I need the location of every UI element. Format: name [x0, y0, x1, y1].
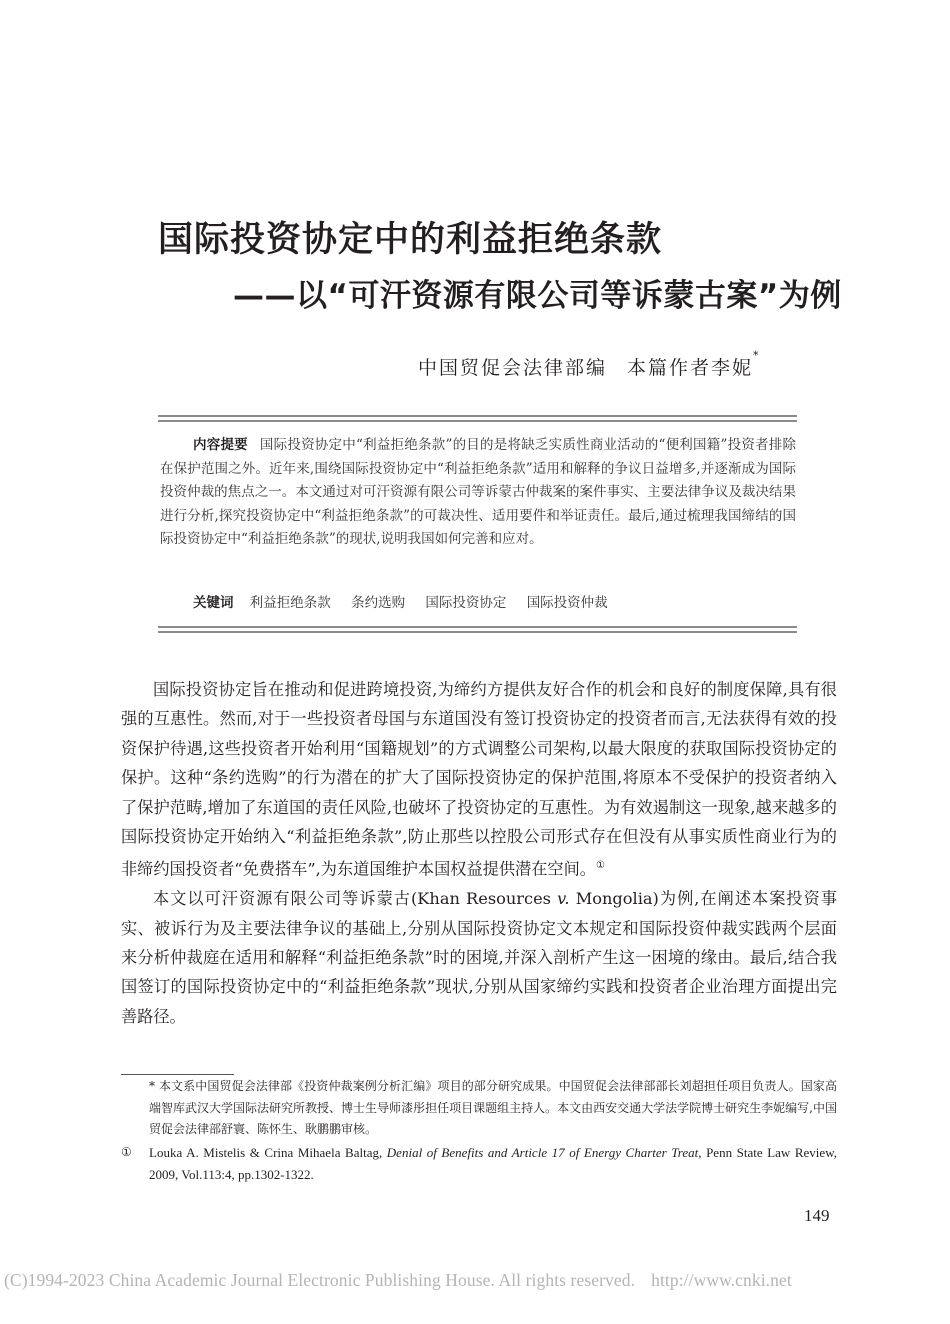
- keyword-item: 条约选购: [351, 595, 406, 611]
- author-line: [418, 349, 761, 380]
- body-paragraph-text: 国际投资协定旨在推动和促进跨境投资,为缔约方提供友好合作的机会和良好的制度保障,具有很强的互惠性。然而,对于一些投资者母国与东道国没有签订投资协定的投资者而言,无法获得有效的投资保护待遇,这些投资者开始利用“国籍规划”的方式调整公司架构,以最大限度的获取国际投资协定的保护。这种“条约选购”的行为潜在的扩大了国际投资协定的保护范围,将原本不受保护的投资者纳入了保护范畴,增加了东道国的责任风险,也破坏了投资协定的互惠性。为有效遏制这一现象,越来越多的国际投资协定开始纳入“利益拒绝条款”,防止那些以控股公司形式存在但没有从事实质性商业行为的非缔约国投资者“免费搭车”,为东道国维护本国权益提供潜在空间。: [121, 680, 837, 879]
- body-paragraph-text: Mongolia)为例,在阐述本案投资事实、被诉行为及主要法律争议的基础上,分别从国际投资协定文本规定和国际投资仲裁实践两个层面来分析仲裁庭在适用和解释“利益拒绝条款”时的困境,并深入剖析产生这一困境的缘由。最后,结合我国签订的国际投资协定中的“利益拒绝条款”现状,分别从国家缔约实践和投资者企业治理方面提出完善路径。: [121, 889, 838, 1026]
- abstract: [160, 434, 796, 552]
- keyword-item: 国际投资仲裁: [526, 595, 608, 611]
- abstract-text: 国际投资协定中“利益拒绝条款”的目的是将缺乏实质性商业活动的“便利国籍”投资者排除在保护范围之外。近年来,围绕国际投资协定中“利益拒绝条款”适用和解释的争议日益增多,并逐渐成为国际投资仲裁的焦点之一。本文通过对可汗资源有限公司等诉蒙古仲裁案的案件事实、主要法律争议及裁决结果进行分析,探究投资协定中“利益拒绝条款”的可裁决性、适用要件和举证责任。最后,通过梳理我国缔结的国际投资协定中“利益拒绝条款”的现状,说明我国如何完善和应对。: [160, 437, 797, 548]
- author-org: 中国贸促会法律部编: [418, 357, 608, 379]
- keyword-item: 利益拒绝条款: [249, 595, 331, 611]
- keywords-label: 关键词: [193, 595, 234, 611]
- abstract-bottom-rule: [158, 631, 797, 633]
- abstract-top-rule-inner: [158, 420, 797, 422]
- copyright-notice: (C)1994-2023 China Academic Journal Electronic Publishing House. All rights reserved.: [4, 1270, 636, 1290]
- abstract-label: 内容提要: [193, 437, 248, 453]
- footnote-text: , Penn State Law Review, 2009, Vol.113:4, pp.1302-1322.: [149, 1145, 837, 1182]
- footnote-mark: *: [149, 1079, 155, 1093]
- author-footnote-mark: *: [753, 349, 761, 362]
- body-paragraph-text: 本文以可汗资源有限公司等诉蒙古(Khan Resources: [153, 889, 558, 909]
- body-paragraph: [121, 675, 837, 884]
- abstract-top-rule: [158, 415, 797, 417]
- body-text: [121, 675, 837, 1031]
- article-title: 国际投资协定中的利益拒绝条款: [158, 220, 663, 260]
- footnote-star: [149, 1076, 837, 1141]
- article-subtitle: ——以“可汗资源有限公司等诉蒙古案”为例: [233, 278, 842, 314]
- footnote-ref: ①: [595, 860, 605, 872]
- keywords: [193, 592, 624, 614]
- footnote-1: [149, 1142, 837, 1185]
- author-name: 本篇作者李妮: [627, 357, 754, 379]
- abstract-bottom-rule-inner: [158, 626, 797, 628]
- keyword-item: 国际投资协定: [425, 595, 507, 611]
- footnote-mark: ①: [121, 1145, 132, 1159]
- case-versus: v.: [557, 889, 570, 909]
- footnote-cited-title: Denial of Benefits and Article 17 of Energy Charter Treat: [386, 1145, 699, 1160]
- footnote-text: Louka A. Mistelis & Crina Mihaela Baltag,: [149, 1145, 387, 1160]
- page-number: 149: [804, 1206, 830, 1225]
- body-paragraph: [121, 884, 837, 1031]
- cnki-footer: [4, 1270, 792, 1291]
- footnote-divider: [121, 1074, 234, 1075]
- footnote-text: 本文系中国贸促会法律部《投资仲裁案例分析汇编》项目的部分研究成果。中国贸促会法律部部长刘超担任项目负责人。国家高端智库武汉大学国际法研究所教授、博士生导师漆彤担任项目课题组主持人。本文由西安交通大学法学院博士研究生李妮编写,中国贸促会法律部舒寰、陈怀生、耿鹏鹏审核。: [149, 1079, 837, 1136]
- cnki-url[interactable]: http://www.cnki.net: [651, 1270, 792, 1290]
